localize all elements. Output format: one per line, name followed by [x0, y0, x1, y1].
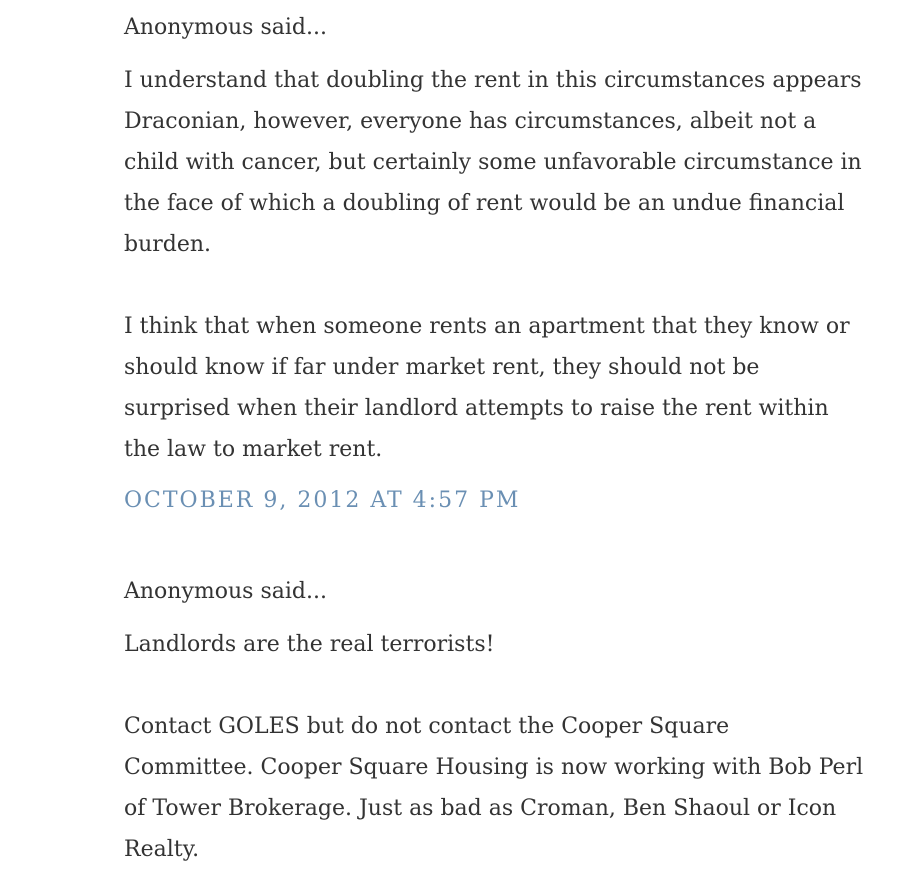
comment-author: Anonymous said...: [124, 15, 327, 40]
comment-item: [124, 573, 864, 870]
comment-paragraph: Landlords are the real terrorists!: [124, 632, 495, 657]
comment-paragraph: I understand that doubling the rent in this circumstances appears Draconian, however, everyone has circumstances, albeit not a child with cancer, but certainly some unfavorable circumstance in the face of which a doubling of rent would be an undue financial burden.: [124, 68, 862, 257]
comment-timestamp-link[interactable]: OCTOBER 9, 2012 AT 4:57 PM: [124, 488, 521, 513]
comment-list: [124, 9, 864, 870]
comment-author: Anonymous said...: [124, 579, 327, 604]
comment-paragraph: I think that when someone rents an apartment that they know or should know if far under market rent, they should not be surprised when their landlord attempts to raise the rent within the law to market rent.: [124, 314, 850, 462]
comment-body: [124, 60, 864, 470]
comment-body: [124, 624, 864, 870]
comment-paragraph: Contact GOLES but do not contact the Cooper Square Committee. Cooper Square Housing is now working with Bob Perl of Tower Brokerage. Just as bad as Croman, Ben Shaoul or Icon Realty.: [124, 714, 864, 862]
comment-item: [124, 9, 864, 521]
